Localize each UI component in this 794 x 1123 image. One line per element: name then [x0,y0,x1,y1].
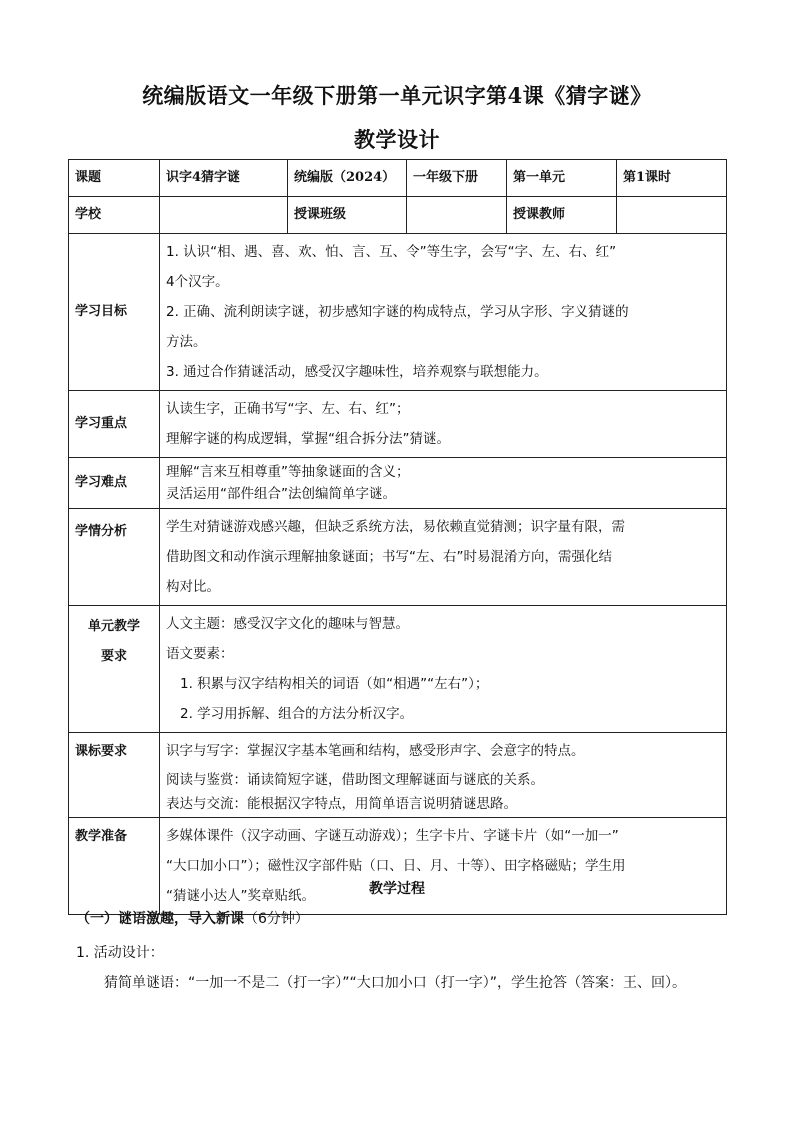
objective-line: 4个汉字。 [166,274,229,290]
preparation-line: “大口加小口”）；磁性汉字部件贴（口、日、月、十等）、田字格磁贴；学生用 [166,858,626,874]
key-points-label: 学习重点 [69,391,160,458]
class-value [407,197,507,234]
unit-item: 1. 积累与汉字结构相关的词语（如“相遇”“左右”）； [180,676,489,692]
curriculum-line: 阅读与鉴赏：诵读简短字谜，借助图文理解谜面与谜底的关系。 [166,772,544,788]
table-row [69,391,727,458]
class-label: 授课班级 [288,197,407,234]
section-title: （一）谜语激趣，导入新课 [76,911,244,927]
unit-label-line: 单元教学 [87,619,140,634]
difficulties-content [160,458,727,509]
curriculum-line: 表达与交流：能根据汉字特点，用简单语言说明猜谜思路。 [166,796,517,812]
document-title: 统编版语文一年级下册第一单元识字第4课《猜字谜》 [142,83,652,108]
key-point-line: 认读生字，正确书写“字、左、右、红”； [166,401,410,417]
analysis-content [160,509,727,606]
lesson-label: 课题 [69,160,160,197]
curriculum-content [160,733,727,818]
lesson-plan-table [68,159,727,915]
key-points-content [160,391,727,458]
table-row [69,509,727,606]
process-title: 教学过程 [369,881,425,897]
difficulties-label: 学习难点 [69,458,160,509]
table-row [69,458,727,509]
unit-requirements-content [160,606,727,733]
table-row [69,733,727,818]
curriculum-line: 识字与写字：掌握汉字基本笔画和结构，感受形声字、会意字的特点。 [166,743,585,759]
preparation-line: “猜谜小达人”奖章贴纸。 [166,888,315,904]
unit-label-line: 要求 [100,649,127,664]
objective-line: 方法。 [166,334,207,350]
lesson-name: 识字4猜字谜 [160,160,288,197]
objectives-label: 学习目标 [69,234,160,391]
activity-paragraph: 猜简单谜语：“一加一不是二（打一字）”“大口加小口（打一字）”，学生抢答（答案：王、回）。 [104,975,687,991]
analysis-label: 学情分析 [69,509,160,606]
edition: 统编版（2024） [288,160,407,197]
difficulty-line: 灵活运用“部件组合”法创编简单字谜。 [166,486,396,502]
objectives-content [160,234,727,391]
preparation-line: 多媒体课件（汉字动画、字谜互动游戏）；生字卡片、字谜卡片（如“一加一” [166,828,619,844]
teacher-value [617,197,727,234]
unit-item: 2. 学习用拆解、组合的方法分析汉字。 [180,706,414,722]
analysis-line: 构对比。 [166,579,220,595]
table-row [69,160,727,197]
grade: 一年级下册 [407,160,507,197]
section-heading [76,908,309,928]
analysis-line: 学生对猜谜游戏感兴趣，但缺乏系统方法，易依赖直觉猜测；识字量有限，需 [166,519,625,535]
unit: 第一单元 [507,160,617,197]
unit-line: 人文主题：感受汉字文化的趣味与智慧。 [166,616,409,632]
table-row [69,197,727,234]
table-row [69,606,727,733]
period: 第1课时 [617,160,727,197]
key-point-line: 理解字谜的构成逻辑，掌握“组合拆分法”猜谜。 [166,431,450,447]
section-time: （6分钟） [244,911,309,927]
document-subtitle: 教学设计 [354,127,440,152]
school-value [160,197,288,234]
difficulty-line: 理解“言来互相尊重”等抽象谜面的含义； [166,464,410,480]
curriculum-label: 课标要求 [69,733,160,818]
table-row [69,234,727,391]
objective-line: 1. 认识“相、遇、喜、欢、怕、言、互、令”等生字，会写“字、左、右、红” [166,244,617,260]
analysis-line: 借助图文和动作演示理解抽象谜面；书写“左、右”时易混淆方向，需强化结 [166,549,612,565]
table-row [69,818,727,915]
preparation-content [160,818,727,915]
teacher-label: 授课教师 [507,197,617,234]
preparation-label: 教学准备 [69,818,160,915]
objective-line: 2. 正确、流利朗读字谜，初步感知字谜的构成特点，学习从字形、字义猜谜的 [166,304,629,320]
unit-requirements-label [69,606,160,733]
school-label: 学校 [69,197,160,234]
activity-label: 1. 活动设计： [76,945,164,961]
objective-line: 3. 通过合作猜谜活动，感受汉字趣味性，培养观察与联想能力。 [166,364,548,380]
unit-line: 语文要素： [166,646,234,662]
